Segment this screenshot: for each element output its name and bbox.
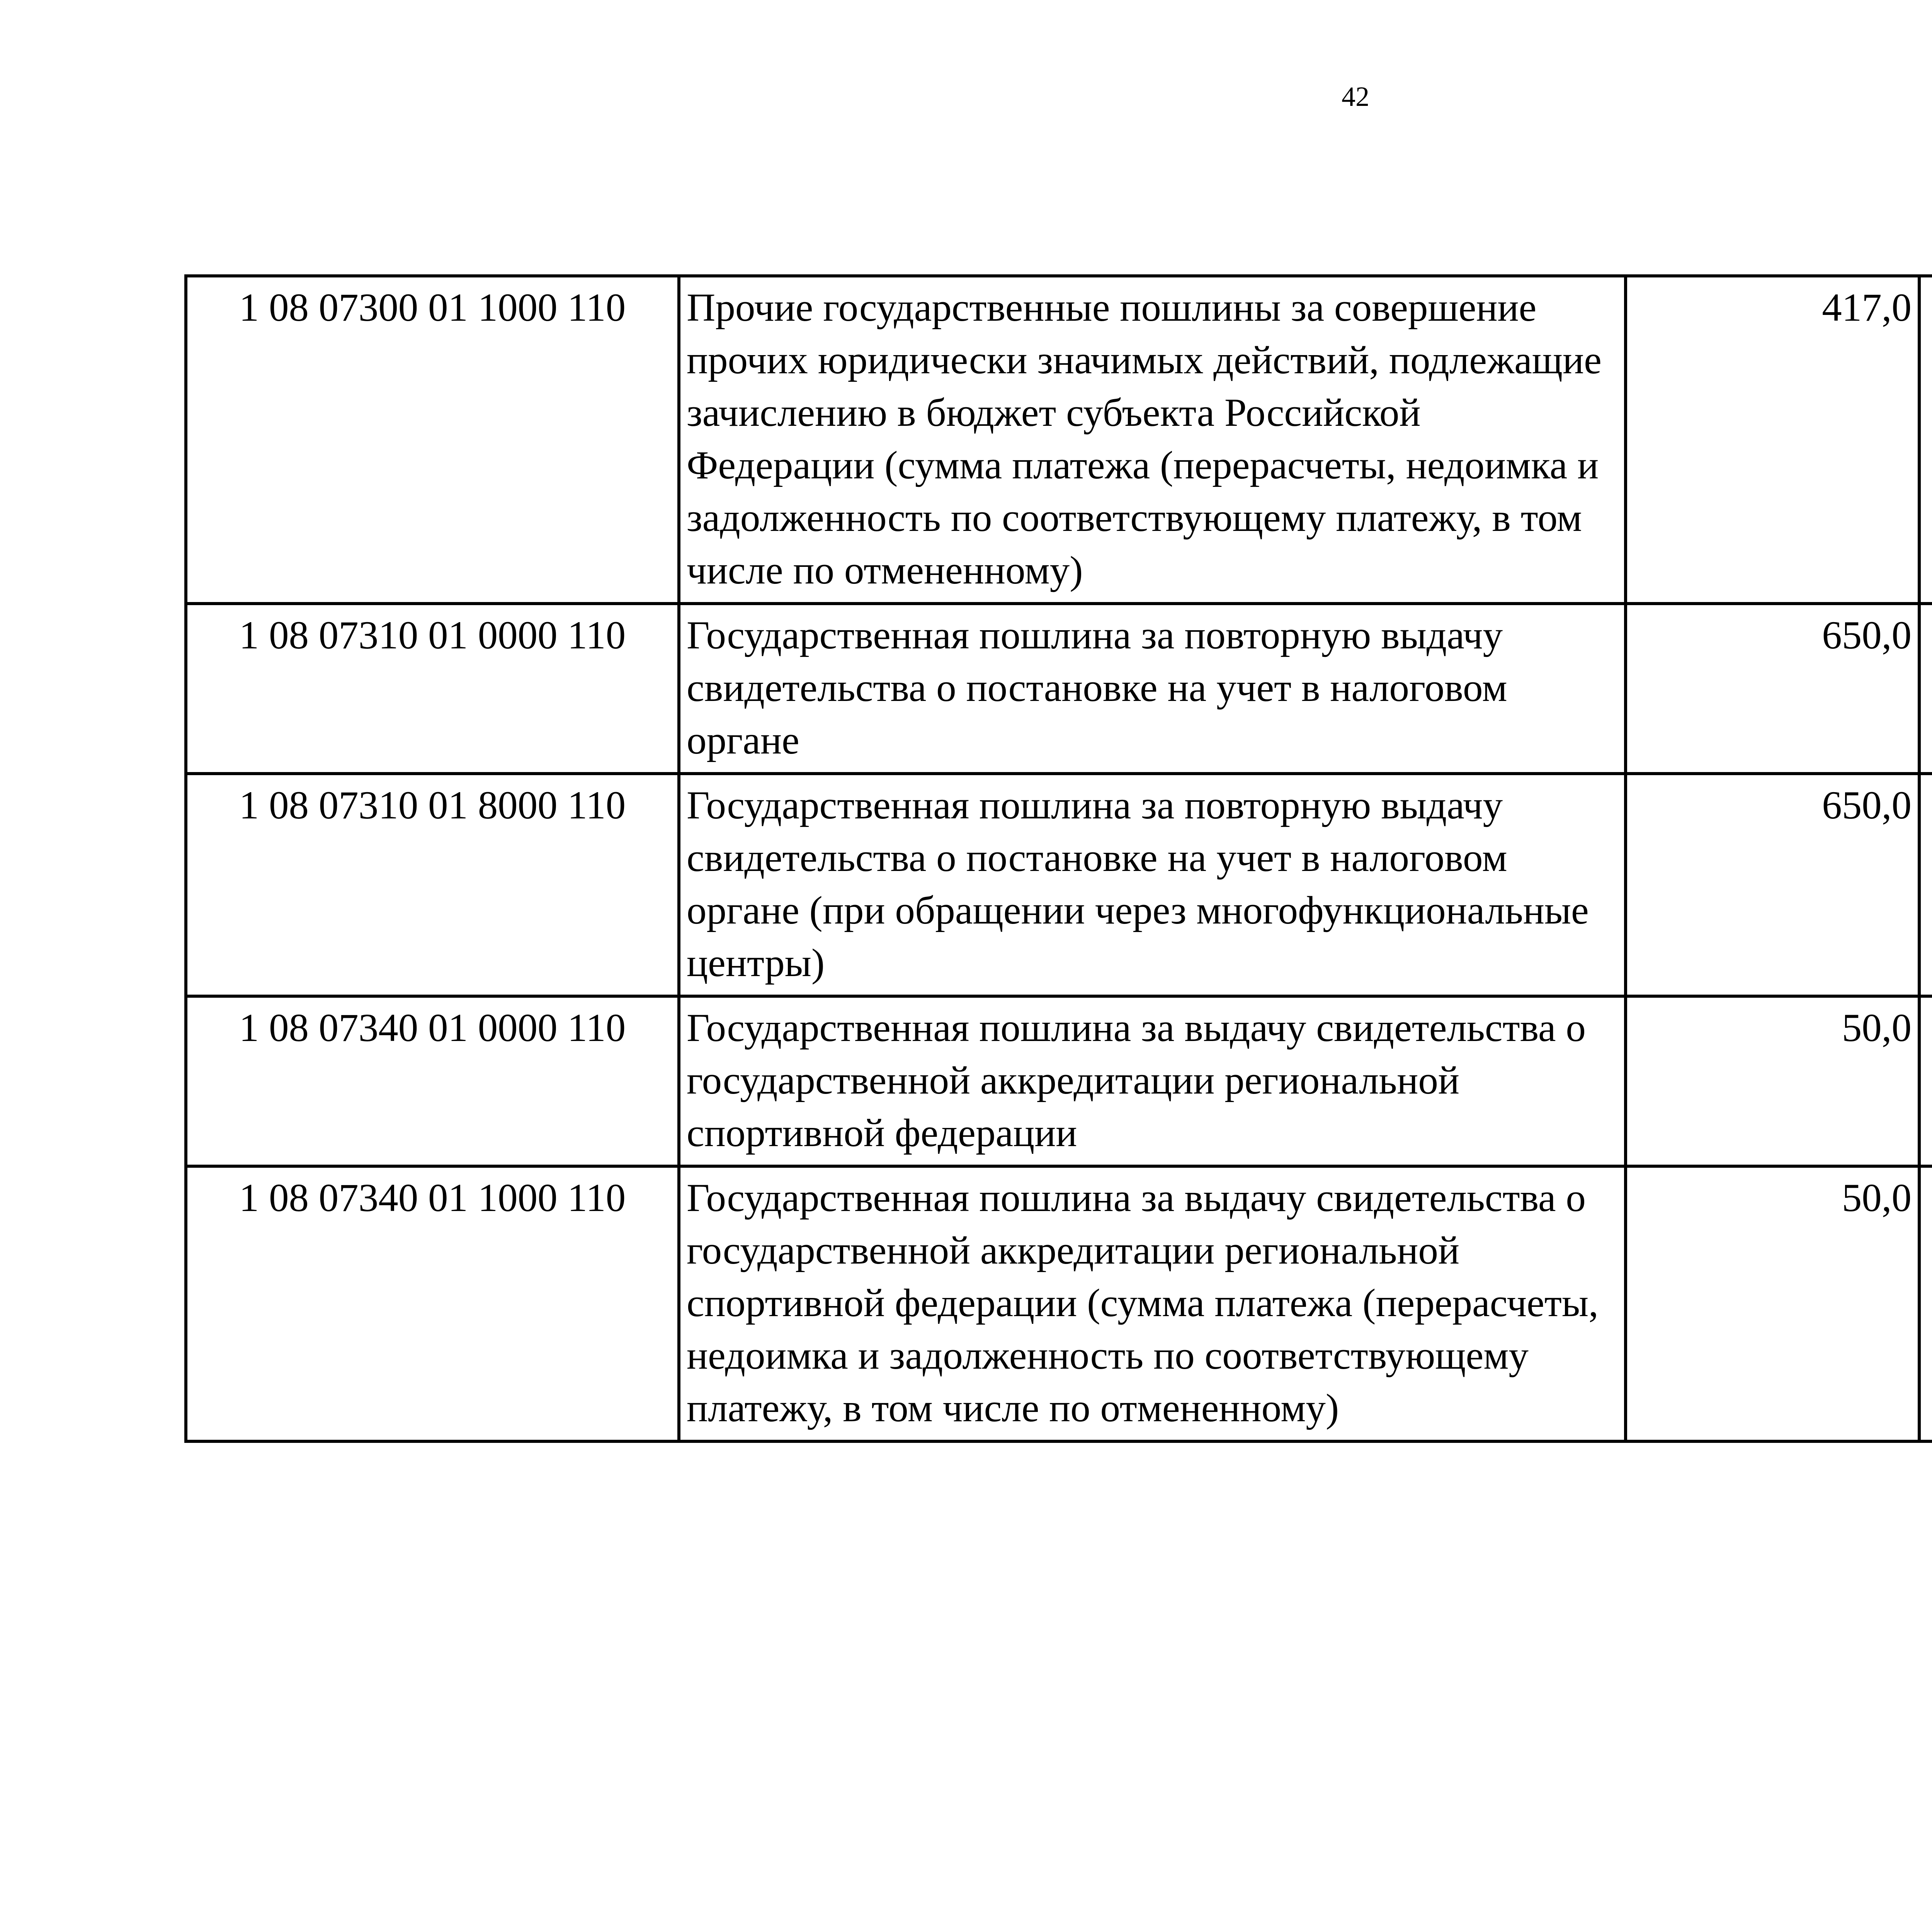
revenue-name-cell: Государственная пошлина за выдачу свидетельства о государственной аккредитации региональной спортивной федерации	[679, 996, 1626, 1166]
table-row	[186, 774, 1932, 996]
revenue-name-cell: Прочие государственные пошлины за совершение прочих юридически значимых действий, подлежащие зачислению в бюджет субъекта Российской Федерации (сумма платежа (перерасчеты, недоимка и задолженность по соответствующему платежу, в том числе по отмененному)	[679, 276, 1626, 604]
value-cell-year-2	[1919, 996, 1932, 1166]
table-row	[186, 604, 1932, 774]
value-cell-year-1: 650,0	[1626, 604, 1919, 774]
revenue-table	[184, 274, 1932, 1443]
budget-code-cell: 1 08 07310 01 0000 110	[186, 604, 679, 774]
value-cell-year-2	[1919, 1166, 1932, 1441]
table-row	[186, 1166, 1932, 1441]
value-cell-year-1: 50,0	[1626, 1166, 1919, 1441]
value-cell-year-2	[1919, 276, 1932, 604]
table-row	[186, 276, 1932, 604]
revenue-name-cell: Государственная пошлина за выдачу свидетельства о государственной аккредитации региональной спортивной федерации (сумма платежа (перерасчеты, недоимка и задолженность по соответствующему платежу, в том числе по отмененному)	[679, 1166, 1626, 1441]
value-cell-year-1: 417,0	[1626, 276, 1919, 604]
revenue-name-cell: Государственная пошлина за повторную выдачу свидетельства о постановке на учет в налоговом органе	[679, 604, 1626, 774]
budget-code-cell: 1 08 07300 01 1000 110	[186, 276, 679, 604]
table-row	[186, 996, 1932, 1166]
budget-code-cell: 1 08 07340 01 1000 110	[186, 1166, 679, 1441]
value-cell-year-1: 50,0	[1626, 996, 1919, 1166]
value-cell-year-1: 650,0	[1626, 774, 1919, 996]
budget-code-cell: 1 08 07310 01 8000 110	[186, 774, 679, 996]
value-cell-year-2	[1919, 604, 1932, 774]
budget-code-cell: 1 08 07340 01 0000 110	[186, 996, 679, 1166]
revenue-name-cell: Государственная пошлина за повторную выдачу свидетельства о постановке на учет в налоговом органе (при обращении через многофункциональные центры)	[679, 774, 1626, 996]
page-number: 42	[1342, 81, 1369, 112]
value-cell-year-2	[1919, 774, 1932, 996]
